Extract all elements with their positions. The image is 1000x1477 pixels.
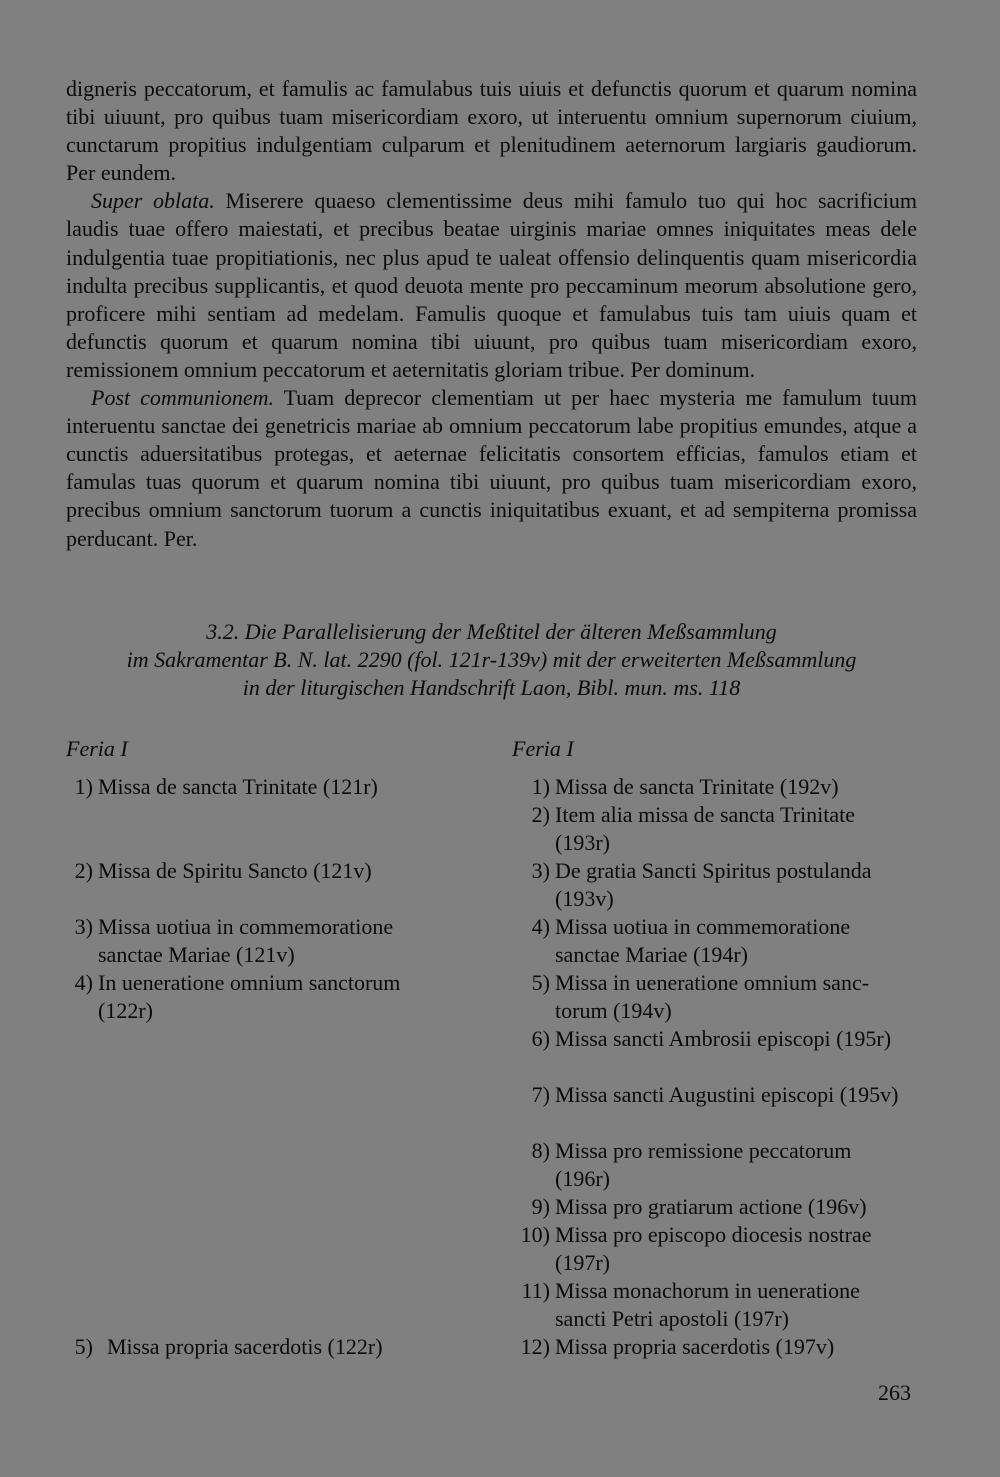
entry-title: In ueneratione omnium sanctorum (122r) [98, 970, 401, 1023]
entry-title: Missa propria sacerdotis (122r) [107, 1334, 383, 1359]
left-entry [66, 913, 443, 969]
entry-number: 10) [520, 1222, 550, 1247]
right-entry [510, 1333, 905, 1361]
entry-number: 4) [531, 914, 550, 939]
prose-paragraph-1: digneris peccatorum, et famulis ac famulabus tuis uiuis et defunctis quorum et quarum nomina tibi uiuunt, pro quibus tuam misericordiam exoro, ut interuentu omnium supernorum ciuium, cunctarum propitius indulgentiam culparum et plenitudinem aeternorum largiaris gaudiorum. Per eundem. [66, 76, 917, 186]
left-entry [66, 1333, 452, 1361]
entry-title: Missa sancti Ambrosii episcopi (195r) [555, 1026, 892, 1051]
entry-number: 5) [531, 970, 550, 995]
entry-number: 9) [531, 1194, 550, 1219]
entry-number: 2) [531, 802, 550, 827]
prose-paragraph-super-oblata [66, 187, 917, 384]
right-column-heading: Feria I [512, 736, 574, 761]
entry-number: 3) [74, 914, 93, 939]
right-entry [510, 1277, 905, 1333]
entry-title: Missa uotiua in commemoratione sanctae Mariae (121v) [98, 914, 394, 967]
entry-title: Missa in ueneratione omnium sanctorum (194v) [555, 970, 870, 1023]
left-entry [66, 969, 443, 1025]
entry-title: Missa sancti Augustini episcopi (195v) [555, 1082, 899, 1107]
entry-number: 2) [74, 858, 93, 883]
right-entry [510, 969, 905, 1025]
right-entry [510, 1221, 905, 1277]
left-entry [66, 773, 443, 801]
entry-number: 11) [521, 1278, 550, 1303]
section-heading-line-3: in der liturgischen Handschrift Laon, Bibl. mun. ms. 118 [242, 675, 741, 700]
entry-title: Missa de sancta Trinitate (121r) [98, 774, 378, 799]
entry-number: 1) [531, 774, 550, 799]
right-entry [510, 1137, 905, 1193]
right-entry [510, 801, 905, 857]
entry-number: 3) [531, 858, 550, 883]
prose-label-post-communionem: Post communionem. [91, 385, 274, 411]
entry-number: 7) [531, 1082, 550, 1107]
entry-title: Missa propria sacerdotis (197v) [555, 1334, 835, 1359]
entry-title: Missa pro episcopo diocesis nostrae (197r) [555, 1222, 872, 1275]
right-entry [510, 1193, 905, 1221]
right-entry [510, 857, 905, 913]
entry-number: 6) [531, 1026, 550, 1051]
right-entry [510, 1025, 905, 1053]
prose-label-super-oblata: Super oblata. [91, 188, 215, 214]
left-column-heading: Feria I [66, 736, 128, 761]
section-heading-line-2: im Sakramentar B. N. lat. 2290 (fol. 121r-139v) mit der erweiterten Meßsammlung [126, 647, 857, 672]
entry-title: Missa de Spiritu Sancto (121v) [98, 858, 372, 883]
entry-number: 1) [74, 774, 93, 799]
page-number: 263 [878, 1380, 911, 1405]
section-heading [66, 618, 917, 702]
prose-paragraph-post-communionem [66, 384, 917, 553]
right-entry [510, 1081, 905, 1109]
entry-number: 5) [74, 1334, 93, 1359]
entry-title: Missa pro gratiarum actione (196v) [555, 1194, 867, 1219]
entry-title: Missa uotiua in commemoratione sanctae Mariae (194r) [555, 914, 851, 967]
entry-title: De gratia Sancti Spiritus postulanda (193v) [555, 858, 872, 911]
left-entry [66, 857, 443, 885]
prose-text-super-oblata: Miserere quaeso clementissime deus mihi famulo tuo qui hoc sacrificium laudis tuae offero maiestati, et precibus beatae uirginis mariae omnes iniquitates meas dele indulgentia tuae propitiationis, nec plus apud te ualeat offensio delinquentis quam misericordia indulta precibus supplicantis, et quod deuota mente pro peccaminum meorum absolutione gero, proficere mihi sentiam ad medelam. Famulis quoque et famulabus tuis tam uiuis quam et defunctis quorum et quarum nomina tibi uiuunt, pro quibus tuam misericordiam exoro, remissionem omnium peccatorum et aeternitatis gloriam tribue. Per dominum. [66, 188, 917, 382]
entry-title: Missa pro remissione peccatorum (196r) [555, 1138, 852, 1191]
entry-number: 12) [520, 1334, 550, 1359]
entry-title: Missa de sancta Trinitate (192v) [555, 774, 839, 799]
right-entry [510, 913, 905, 969]
prose-text-post-communionem: Tuam deprecor clementiam ut per haec mysteria me famulum tuum interuentu sanctae dei genetricis mariae ab omnium peccatorum labe propitius emundes, atque a cunctis aduersitatibus protegas, et aeternae felicitatis consortem efficias, famulos etiam et famulas tuas quorum et quarum nomina tibi uiuunt, pro quibus tuam misericordiam exoro, precibus omnium sanctorum tuorum a cunctis iniquitatibus exuant, et ad sempiterna promissa perducant. Per. [66, 385, 918, 551]
section-heading-line-1: 3.2. Die Parallelisierung der Meßtitel der älteren Meßsammlung [206, 619, 777, 644]
entry-number: 8) [531, 1138, 550, 1163]
entry-title: Missa monachorum in ueneratione sancti Petri apostoli (197r) [555, 1278, 860, 1331]
entry-title: Item alia missa de sancta Trinitate (193r) [555, 802, 855, 855]
entry-number: 4) [74, 970, 93, 995]
prose-block [66, 75, 917, 553]
right-entry [510, 773, 905, 801]
